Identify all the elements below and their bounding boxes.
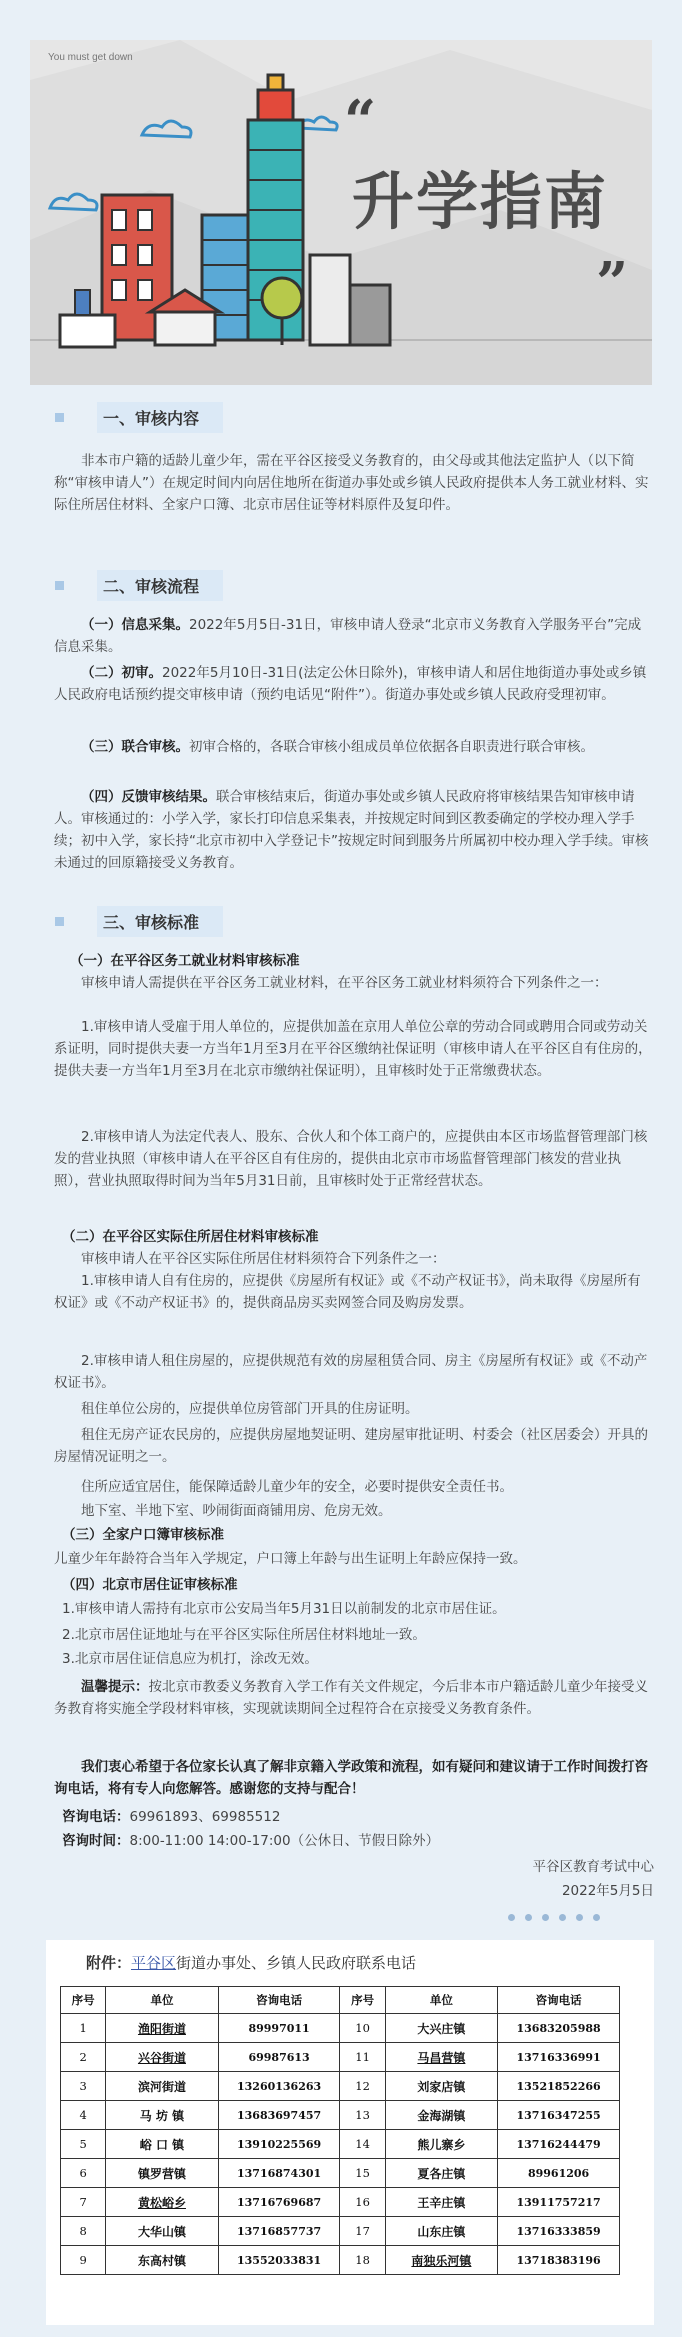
cell-phone: 13683697457 — [218, 2101, 340, 2130]
sub-1-item-1: 1.审核申请人受雇于用人单位的，应提供加盖在京用人单位公章的劳动合同或聘用合同或劳动关系证明，同时提供夫妻一方当年1月至3月在平谷区缴纳社保证明（审核申请人在平谷区自有住房的，提供夫妻一方当年1月至3月在北京市缴纳社保证明），且审核时处于正常缴费状态。 — [54, 1019, 652, 1079]
table-body — [61, 2014, 620, 2275]
cell-unit: 东高村镇 — [106, 2246, 218, 2275]
cell-phone: 89961206 — [498, 2159, 620, 2188]
sub-4-item-2: 2.北京市居住证地址与在平谷区实际住所居住材料地址一致。 — [62, 1627, 426, 1643]
cell-phone: 13683205988 — [498, 2014, 620, 2043]
square-bullet-icon — [55, 581, 64, 590]
cell-index: 13 — [340, 2101, 385, 2130]
cell-index: 1 — [61, 2014, 106, 2043]
open-quote-icon: “ — [344, 88, 377, 154]
square-bullet-icon — [55, 413, 64, 422]
cell-unit: 夏各庄镇 — [385, 2159, 497, 2188]
cell-unit: 大华山镇 — [106, 2217, 218, 2246]
table-row — [61, 2043, 620, 2072]
cell-phone: 69987613 — [218, 2043, 340, 2072]
col-header-phone: 咨询电话 — [498, 1987, 620, 2014]
process-item-2: （二）初审。2022年5月10日-31日(法定公休日除外)，审核申请人和居住地街道办事处或乡镇人民政府电话预约提交审核申请（预约电话见“附件”）。街道办事处或乡镇人民政府受理初审。 — [54, 665, 647, 703]
cell-index: 6 — [61, 2159, 106, 2188]
cell-phone: 13716769687 — [218, 2188, 340, 2217]
table-header-row — [61, 1987, 620, 2014]
annex-panel — [46, 1940, 654, 2325]
section-header-3 — [55, 906, 223, 936]
contact-table — [60, 1986, 620, 2275]
cell-phone: 13716347255 — [498, 2101, 620, 2130]
close-quote-icon: ” — [596, 250, 629, 316]
cell-unit: 金海湖镇 — [385, 2101, 497, 2130]
cell-phone: 13716333859 — [498, 2217, 620, 2246]
process-item-1: （一）信息采集。2022年5月5日-31日，审核申请人登录“北京市义务教育入学服务平台”完成信息采集。 — [54, 617, 642, 655]
table-row — [61, 2130, 620, 2159]
banner-title: 升学指南 — [352, 165, 609, 238]
cell-index: 3 — [61, 2072, 106, 2101]
sub-title-3: （三）全家户口簿审核标准 — [62, 1527, 224, 1543]
cell-unit: 渔阳街道 — [106, 2014, 218, 2043]
sub-2-item-1: 1.审核申请人自有住房的，应提供《房屋所有权证》或《不动产权证书》，尚未取得《房屋所有权证》或《不动产权证书》的，提供商品房买卖网签合同及购房发票。 — [54, 1273, 641, 1311]
cell-phone: 13716336991 — [498, 2043, 620, 2072]
cell-phone: 89997011 — [218, 2014, 340, 2043]
table-row — [61, 2246, 620, 2275]
phone-line: 咨询电话：69961893、69985512 — [62, 1809, 281, 1825]
cell-phone: 13521852266 — [498, 2072, 620, 2101]
cell-unit: 王辛庄镇 — [385, 2188, 497, 2217]
cell-phone: 13260136263 — [218, 2072, 340, 2101]
cell-index: 8 — [61, 2217, 106, 2246]
sub-title-4: （四）北京市居住证审核标准 — [62, 1577, 238, 1593]
col-header-phone: 咨询电话 — [218, 1987, 340, 2014]
sub-2-intro: 审核申请人在平谷区实际住所居住材料须符合下列条件之一： — [81, 1251, 446, 1267]
cell-phone: 13716244479 — [498, 2130, 620, 2159]
tip-paragraph: 温馨提示：按北京市教委义务教育入学工作有关文件规定，今后非本市户籍适龄儿童少年接受义务教育将实施全学段材料审核，实现就读期间全过程符合在京接受义务教育条件。 — [54, 1679, 648, 1717]
cell-index: 18 — [340, 2246, 385, 2275]
closing-paragraph: 我们衷心希望于各位家长认真了解非京籍入学政策和流程，如有疑问和建议请于工作时间拨打咨询电话，将有专人向您解答。感谢您的支持与配合！ — [54, 1759, 648, 1797]
process-item-4: （四）反馈审核结果。联合审核结束后，街道办事处或乡镇人民政府将审核结果告知审核申请人。审核通过的：小学入学，家长打印信息采集表，并按规定时间到区教委确定的学校办理入学手续；初中入学，家长持“北京市初中入学登记卡”按规定时间到服务片所属初中校办理入学手续。审核未通过的回原籍接受义务教育。 — [54, 789, 649, 871]
col-header-unit: 单位 — [385, 1987, 497, 2014]
section-header-2 — [55, 570, 223, 600]
cell-unit: 南独乐河镇 — [385, 2246, 497, 2275]
cell-index: 15 — [340, 2159, 385, 2188]
cell-unit: 马 坊 镇 — [106, 2101, 218, 2130]
cell-index: 17 — [340, 2217, 385, 2246]
cell-phone: 13716874301 — [218, 2159, 340, 2188]
section-title: 二、审核流程 — [97, 570, 223, 601]
cell-phone: 13716857737 — [218, 2217, 340, 2246]
sub-2-item-6: 地下室、半地下室、吵闹街面商铺用房、危房无效。 — [81, 1503, 392, 1519]
issuing-org: 平谷区教育考试中心 — [532, 1859, 654, 1875]
cell-unit: 滨河街道 — [106, 2072, 218, 2101]
cell-unit: 山东庄镇 — [385, 2217, 497, 2246]
section-1-body: 非本市户籍的适龄儿童少年，需在平谷区接受义务教育的，由父母或其他法定监护人（以下简称“审核申请人”）在规定时间内向居住地所在街道办事处或乡镇人民政府提供本人务工就业材料、实际住所居住材料、全家户口簿、北京市居住证等材料原件及复印件。 — [54, 453, 649, 513]
col-header-unit: 单位 — [106, 1987, 218, 2014]
sub-4-item-3: 3.北京市居住证信息应为机打，涂改无效。 — [62, 1651, 318, 1667]
cell-phone: 13552033831 — [218, 2246, 340, 2275]
issue-date: 2022年5月5日 — [561, 1883, 654, 1899]
section-title: 一、审核内容 — [97, 402, 223, 433]
sub-2-item-2: 2.审核申请人租住房屋的，应提供规范有效的房屋租赁合同、房主《房屋所有权证》或《不动产权证书》。 — [54, 1353, 648, 1391]
sub-2-item-3: 租住单位公房的，应提供单位房管部门开具的住房证明。 — [81, 1401, 419, 1417]
sub-4-item-1: 1.审核申请人需持有北京市公安局当年5月31日以前制发的北京市居住证。 — [62, 1601, 506, 1617]
table-row — [61, 2188, 620, 2217]
cell-phone: 13911757217 — [498, 2188, 620, 2217]
sub-title-2: （二）在平谷区实际住所居住材料审核标准 — [62, 1229, 319, 1245]
sub-3-item-1: 儿童少年年龄符合当年入学规定，户口簿上年龄与出生证明上年龄应保持一致。 — [54, 1551, 527, 1567]
table-row — [61, 2072, 620, 2101]
square-bullet-icon — [55, 917, 64, 926]
section-header-1 — [55, 402, 223, 432]
cell-unit: 熊儿寨乡 — [385, 2130, 497, 2159]
banner-image — [30, 40, 652, 385]
col-header-index: 序号 — [61, 1987, 106, 2014]
cell-phone: 13910225569 — [218, 2130, 340, 2159]
cell-index: 5 — [61, 2130, 106, 2159]
cell-index: 16 — [340, 2188, 385, 2217]
cell-unit: 刘家店镇 — [385, 2072, 497, 2101]
time-line: 咨询时间：8:00-11:00 14:00-17:00（公休日、节假日除外） — [62, 1833, 440, 1849]
annex-title: 附件：平谷区街道办事处、乡镇人民政府联系电话 — [86, 1954, 417, 1972]
banner-tagline: You must get down — [48, 52, 133, 63]
cell-index: 9 — [61, 2246, 106, 2275]
cell-index: 2 — [61, 2043, 106, 2072]
sub-title-1: （一）在平谷区务工就业材料审核标准 — [70, 953, 300, 969]
table-row — [61, 2014, 620, 2043]
cell-index: 12 — [340, 2072, 385, 2101]
process-item-3: （三）联合审核。初审合格的，各联合审核小组成员单位依据各自职责进行联合审核。 — [81, 739, 594, 755]
cell-unit: 镇罗营镇 — [106, 2159, 218, 2188]
table-row — [61, 2217, 620, 2246]
cell-index: 14 — [340, 2130, 385, 2159]
cell-unit: 大兴庄镇 — [385, 2014, 497, 2043]
cell-unit: 马昌营镇 — [385, 2043, 497, 2072]
cell-unit: 峪 口 镇 — [106, 2130, 218, 2159]
cell-unit: 黄松峪乡 — [106, 2188, 218, 2217]
cell-index: 7 — [61, 2188, 106, 2217]
decorative-dots — [508, 1914, 600, 1921]
sub-2-item-4: 租住无房产证农民房的，应提供房屋地契证明、建房屋审批证明、村委会（社区居委会）开具的房屋情况证明之一。 — [54, 1427, 648, 1465]
cell-index: 11 — [340, 2043, 385, 2072]
table-row — [61, 2159, 620, 2188]
col-header-index: 序号 — [340, 1987, 385, 2014]
cell-index: 10 — [340, 2014, 385, 2043]
cell-index: 4 — [61, 2101, 106, 2130]
sub-1-item-2: 2.审核申请人为法定代表人、股东、合伙人和个体工商户的，应提供由本区市场监督管理部门核发的营业执照（审核申请人在平谷区自有住房的，提供由北京市市场监督管理部门核发的营业执照），营业执照取得时间为当年5月31日前，且审核时处于正常经营状态。 — [54, 1129, 648, 1189]
cell-phone: 13718383196 — [498, 2246, 620, 2275]
sub-1-intro: 审核申请人需提供在平谷区务工就业材料，在平谷区务工就业材料须符合下列条件之一： — [81, 975, 608, 991]
cell-unit: 兴谷街道 — [106, 2043, 218, 2072]
sub-2-item-5: 住所应适宜居住，能保障适龄儿童少年的安全，必要时提供安全责任书。 — [81, 1479, 513, 1495]
section-title: 三、审核标准 — [97, 906, 223, 937]
table-row — [61, 2101, 620, 2130]
